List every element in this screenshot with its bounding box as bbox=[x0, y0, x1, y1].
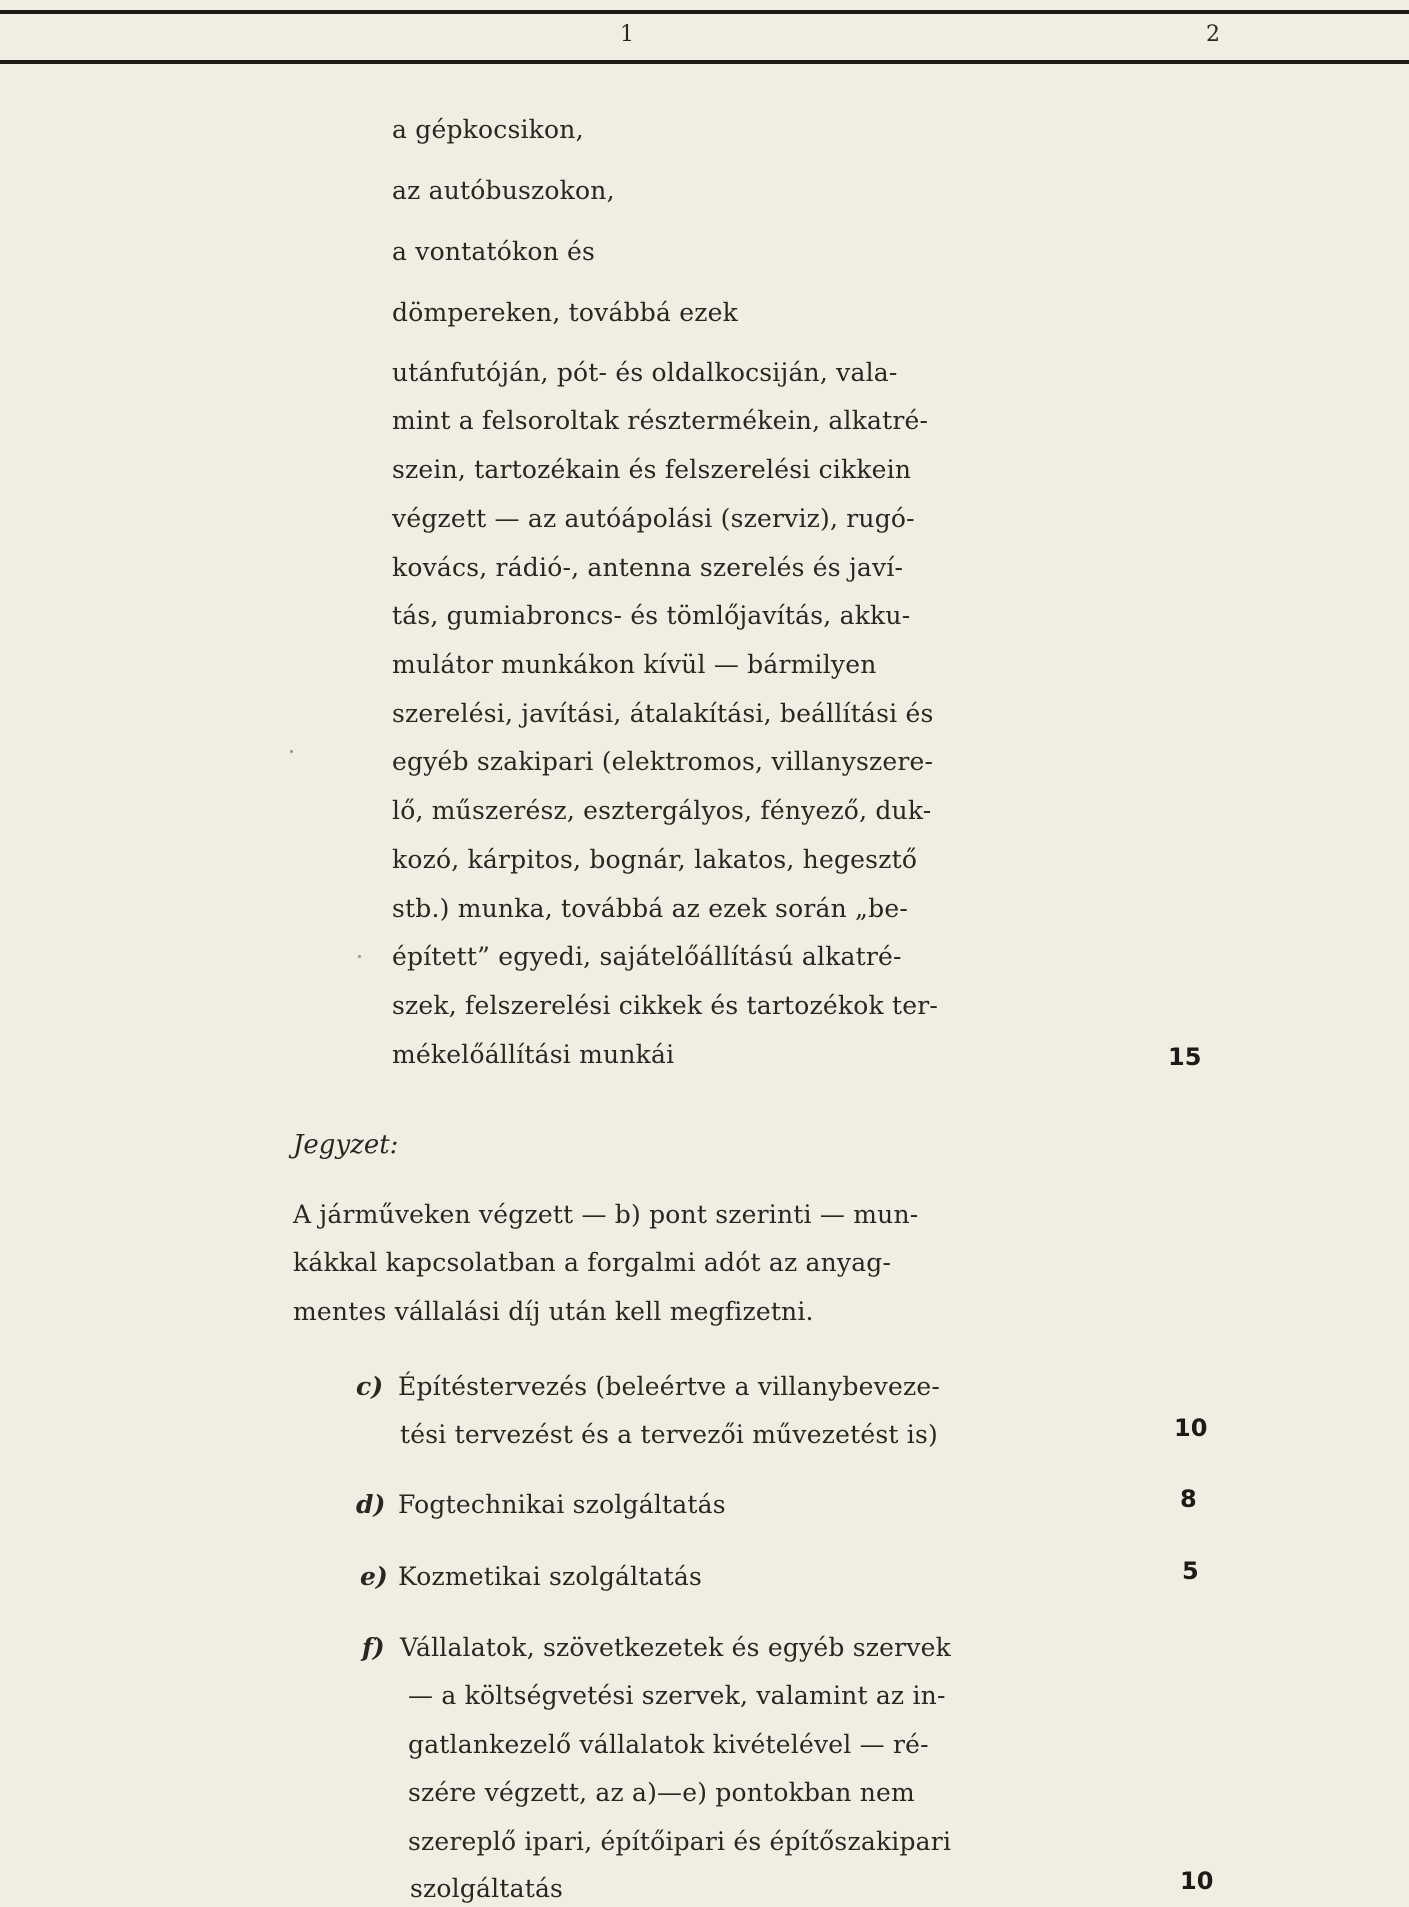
item-label-d: d) bbox=[356, 1490, 386, 1519]
rate-value-f: 10 bbox=[1180, 1867, 1214, 1895]
text-line: mint a felsoroltak résztermékein, alkatré- bbox=[392, 406, 929, 435]
text-line: szek, felszerelési cikkek és tartozékok ter- bbox=[392, 991, 939, 1020]
text-line: kovács, rádió-, antenna szerelés és javí- bbox=[392, 553, 904, 582]
column-header-1: 1 bbox=[620, 22, 634, 47]
rate-value-d: 8 bbox=[1180, 1485, 1197, 1513]
scan-speck bbox=[358, 955, 361, 958]
text-line: dömpereken, továbbá ezek bbox=[392, 298, 738, 327]
scan-speck bbox=[290, 750, 293, 753]
header-rule bbox=[0, 60, 1409, 64]
item-label-f: f) bbox=[362, 1633, 385, 1662]
item-f-line: Vállalatok, szövetkezetek és egyéb szervek bbox=[400, 1633, 951, 1662]
item-f-line: szére végzett, az a)—e) pontokban nem bbox=[408, 1778, 915, 1807]
text-line: mulátor munkákon kívül — bármilyen bbox=[392, 650, 877, 679]
note-line: mentes vállalási díj után kell megfizetni. bbox=[293, 1297, 814, 1326]
rate-value-c: 10 bbox=[1174, 1414, 1208, 1442]
text-line: végzett — az autóápolási (szerviz), rugó- bbox=[392, 504, 915, 533]
text-line: épített” egyedi, sajátelőállítású alkatré- bbox=[392, 942, 902, 971]
item-f-line: szereplő ipari, építőipari és építőszakipari bbox=[408, 1827, 952, 1856]
item-e-line: Kozmetikai szolgáltatás bbox=[398, 1562, 703, 1591]
text-line: utánfutóján, pót- és oldalkocsiján, vala- bbox=[392, 358, 898, 387]
text-line: a gépkocsikon, bbox=[392, 115, 584, 144]
text-line: lő, műszerész, esztergályos, fényező, duk- bbox=[392, 796, 932, 825]
text-line: szerelési, javítási, átalakítási, beállítási és bbox=[392, 699, 934, 728]
item-f-line: — a költségvetési szervek, valamint az in- bbox=[408, 1681, 946, 1710]
top-rule bbox=[0, 10, 1409, 14]
text-line: tás, gumiabroncs- és tömlőjavítás, akku- bbox=[392, 601, 911, 630]
text-line: kozó, kárpitos, bognár, lakatos, hegesztő bbox=[392, 845, 918, 874]
text-line: az autóbuszokon, bbox=[392, 176, 615, 205]
text-line: mékelőállítási munkái bbox=[392, 1040, 675, 1069]
rate-value-e: 5 bbox=[1182, 1557, 1199, 1585]
text-line: egyéb szakipari (elektromos, villanyszere- bbox=[392, 747, 934, 776]
note-title: Jegyzet: bbox=[293, 1130, 399, 1160]
item-label-e: e) bbox=[360, 1562, 388, 1591]
item-f-line: szolgáltatás bbox=[410, 1874, 564, 1903]
item-d-line: Fogtechnikai szolgáltatás bbox=[398, 1490, 726, 1519]
item-f-line: gatlankezelő vállalatok kivételével — ré- bbox=[408, 1730, 929, 1759]
item-c-line: Építéstervezés (beleértve a villanybeveze- bbox=[398, 1372, 940, 1401]
text-line: szein, tartozékain és felszerelési cikkein bbox=[392, 455, 912, 484]
note-line: kákkal kapcsolatban a forgalmi adót az anyag- bbox=[293, 1248, 892, 1277]
item-label-c: c) bbox=[356, 1372, 384, 1401]
note-line: A járműveken végzett — b) pont szerinti — mun- bbox=[293, 1200, 919, 1229]
rate-value-b: 15 bbox=[1168, 1043, 1202, 1071]
column-header-2: 2 bbox=[1206, 22, 1220, 47]
item-c-line: tési tervezést és a tervezői művezetést is) bbox=[400, 1420, 938, 1449]
text-line: stb.) munka, továbbá az ezek során „be- bbox=[392, 894, 909, 923]
text-line: a vontatókon és bbox=[392, 237, 596, 266]
